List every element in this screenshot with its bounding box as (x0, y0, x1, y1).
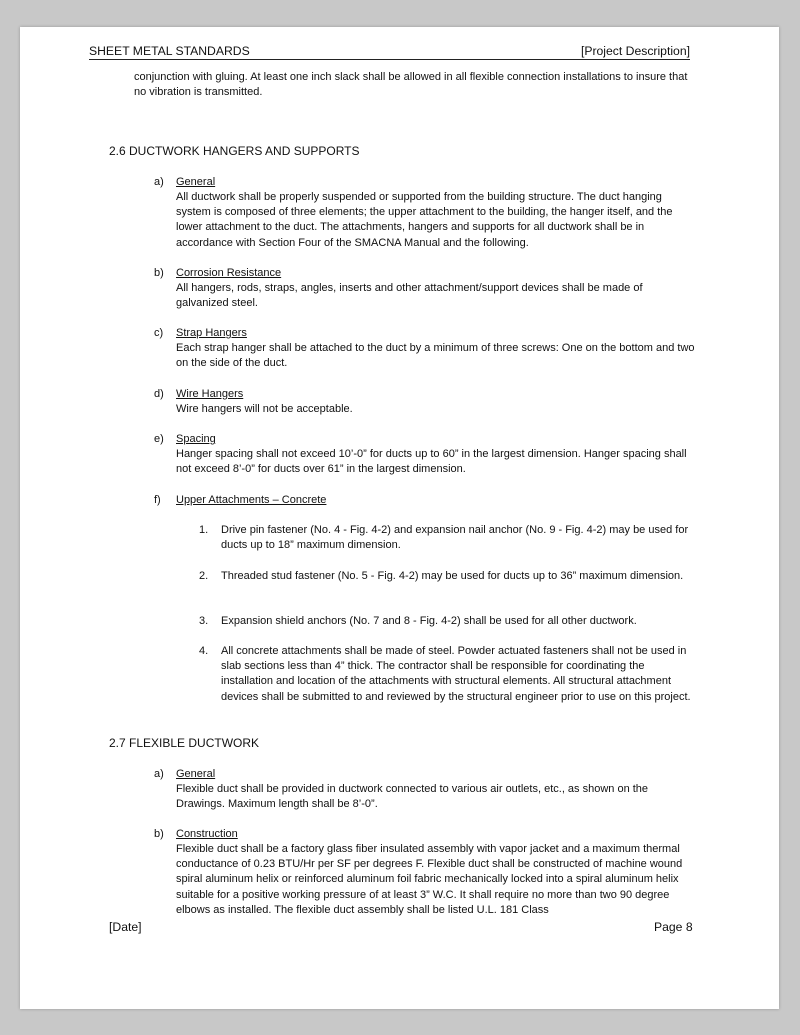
list-number: 3. (199, 615, 209, 627)
item-text-strap: Each strap hanger shall be attached to the duct by a minimum of three screws: One on the bottom and two on the side of the duct. (176, 342, 695, 370)
header-title: SHEET METAL STANDARDS (89, 44, 250, 58)
item-title-general: General (176, 176, 216, 188)
item-letter: d) (154, 388, 164, 400)
section-title-2-7: 2.7 FLEXIBLE DUCTWORK (109, 736, 260, 750)
footer-date: [Date] (109, 920, 142, 934)
list-number: 4. (199, 645, 209, 657)
list-item-text: Threaded stud fastener (No. 5 - Fig. 4-2) may be used for ducts up to 36” maximum dimension. (221, 570, 684, 582)
item-letter: f) (154, 494, 161, 506)
item-text-wire: Wire hangers will not be acceptable. (176, 403, 353, 415)
item-title-corrosion: Corrosion Resistance (176, 267, 282, 279)
item-title-strap: Strap Hangers (176, 327, 247, 339)
item-text-construction: Flexible duct shall be a factory glass fiber insulated assembly with vapor jacket and a maximum thermal conductance of 0.23 BTU/Hr per SF per degrees F. Flexible duct shall be constructed of machine wound spiral aluminum helix or reinforced aluminum foil fabric mechanically locked into a spiral aluminum helix suitable for a positive working pressure of at least 3” W.C. It shall require no more than two 90 degree elbows as installed. The flexible duct assembly shall be listed U.L. 181 Class (176, 843, 683, 916)
item-title-construction: Construction (176, 828, 238, 840)
list-item-text: Drive pin fastener (No. 4 - Fig. 4-2) and expansion nail anchor (No. 9 - Fig. 4-2) may be used for ducts up to 18” maximum dimension. (221, 524, 689, 552)
item-letter: a) (154, 176, 164, 188)
item-text-general: All ductwork shall be properly suspended or supported from the building structure. The duct hanging system is composed of three elements; the upper attachment to the building, the hanger itself, and the lower attachment to the duct. The attachments, hangers and supports for all ductwork shall be in accordance with Section Four of the SMACNA Manual and the following. (176, 191, 673, 249)
footer-page-number: Page 8 (654, 920, 693, 934)
list-item-text: Expansion shield anchors (No. 7 and 8 - Fig. 4-2) shall be used for all other ductwork. (221, 615, 637, 627)
intro-paragraph: conjunction with gluing. At least one inch slack shall be allowed in all flexible connection installations to insure that no vibration is transmitted. (134, 71, 688, 99)
item-title-spacing: Spacing (176, 433, 216, 445)
section-title-2-6: 2.6 DUCTWORK HANGERS AND SUPPORTS (109, 144, 360, 158)
item-title-general: General (176, 768, 216, 780)
page-header (89, 44, 690, 60)
item-title-upper-attachments: Upper Attachments – Concrete (176, 494, 327, 506)
item-text-spacing: Hanger spacing shall not exceed 10’-0” for ducts up to 60” in the largest dimension. Hanger spacing shall not exceed 8’-0” for ducts over 61” in the largest dimension. (176, 448, 687, 476)
list-item-text: All concrete attachments shall be made of steel. Powder actuated fasteners shall not be used in slab sections less than 4” thick. The contractor shall be responsible for coordinating the installation and location of the attachments with structural elements. All structural attachment devices shall be submitted to and reviewed by the structural engineer prior to use on this project. (221, 645, 691, 703)
header-project: [Project Description] (580, 44, 690, 58)
item-letter: b) (154, 267, 164, 279)
list-number: 2. (199, 570, 209, 582)
item-letter: a) (154, 768, 164, 780)
item-title-wire: Wire Hangers (176, 388, 244, 400)
item-text-corrosion: All hangers, rods, straps, angles, inserts and other attachment/support devices shall be made of galvanized steel. (176, 282, 643, 310)
item-letter: c) (154, 327, 164, 339)
item-text-general: Flexible duct shall be provided in ductwork connected to various air outlets, etc., as shown on the Drawings. Maximum length shall be 8’-0”. (176, 783, 649, 811)
item-letter: b) (154, 828, 164, 840)
item-letter: e) (154, 433, 164, 445)
list-number: 1. (199, 524, 209, 536)
